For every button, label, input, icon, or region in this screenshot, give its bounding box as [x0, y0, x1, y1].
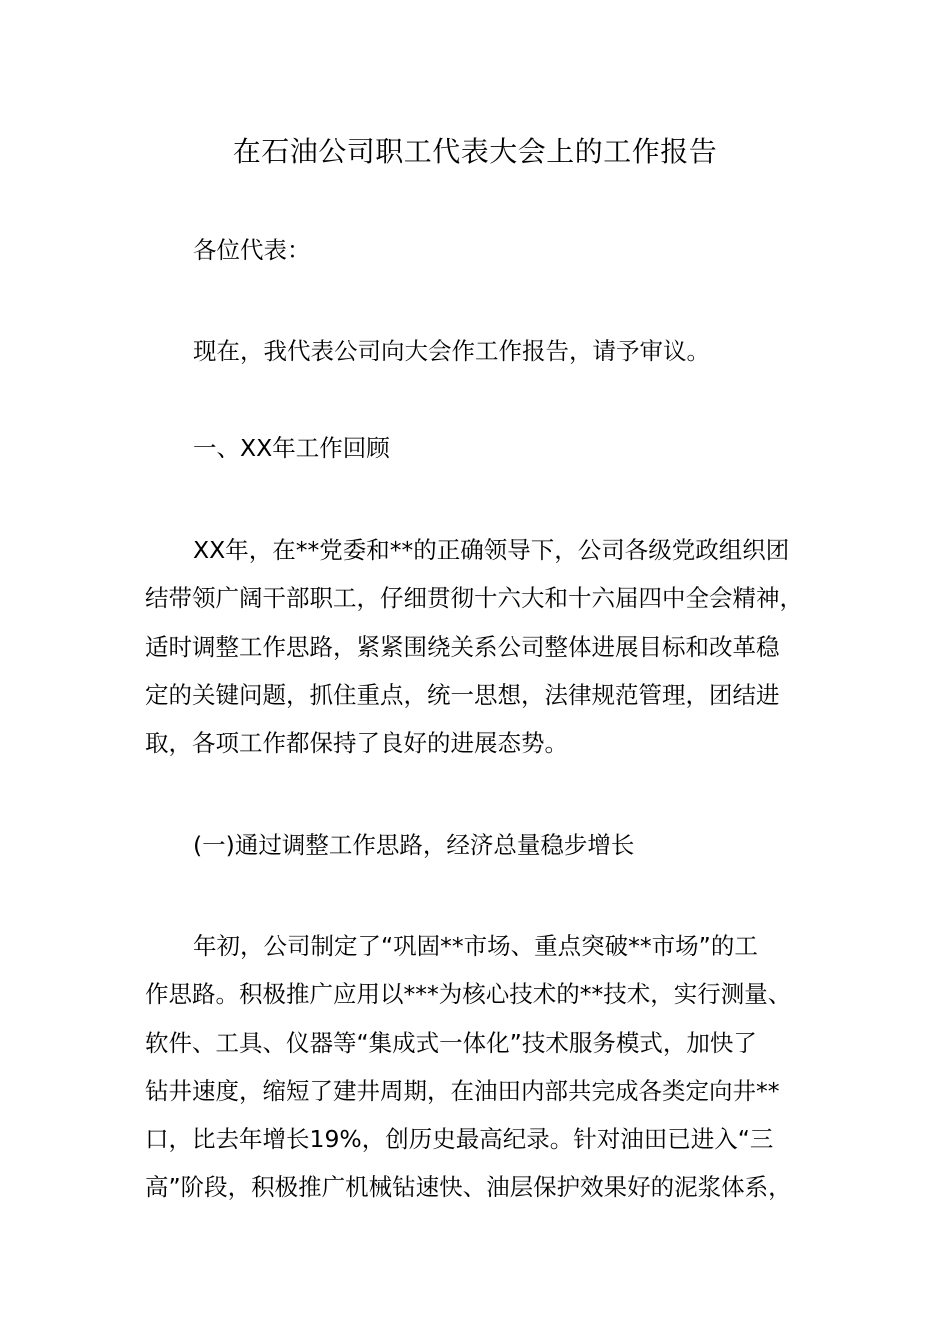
paragraph-line: 作思路。积极推广应用以***为核心技术的**技术，实行测量、 [145, 980, 792, 1009]
paragraph-line: 口，比去年增长19%，创历史最高纪录。针对油田已进入“三 [145, 1125, 774, 1154]
paragraph-line: 定的关键问题，抓住重点，统一思想，法律规范管理，团结进 [145, 680, 780, 709]
paragraph-line: XX年，在**党委和**的正确领导下，公司各级党政组织团 [193, 536, 790, 564]
paragraph-line: 钻井速度，缩短了建井周期，在油田内部共完成各类定向井** [145, 1076, 780, 1105]
paragraph-line: 结带领广阔干部职工，仔细贯彻十六大和十六届四中全会精神， [145, 584, 803, 613]
paragraph-line: 高”阶段，积极推广机械钻速快、油层保护效果好的泥浆体系， [145, 1173, 792, 1202]
intro-paragraph: 现在，我代表公司向大会作工作报告，请予审议。 [193, 337, 710, 365]
paragraph-line: 适时调整工作思路，紧紧围绕关系公司整体进展目标和改革稳 [145, 632, 780, 661]
paragraph-line: 软件、工具、仪器等“集成式一体化”技术服务模式，加快了 [145, 1028, 757, 1057]
paragraph-line: 年初，公司制定了“巩固**市场、重点突破**市场”的工 [193, 932, 758, 960]
paragraph-review-summary [145, 526, 845, 767]
paragraph-line: 取，各项工作都保持了良好的进展态势。 [145, 729, 568, 758]
paragraph-economy-details [145, 922, 845, 1212]
section-heading-review: 一、XX年工作回顾 [193, 434, 390, 462]
document-title: 在石油公司职工代表大会上的工作报告 [232, 135, 718, 168]
subsection-heading-economy: (一)通过调整工作思路，经济总量稳步增长 [193, 831, 635, 859]
salutation: 各位代表： [193, 236, 311, 264]
